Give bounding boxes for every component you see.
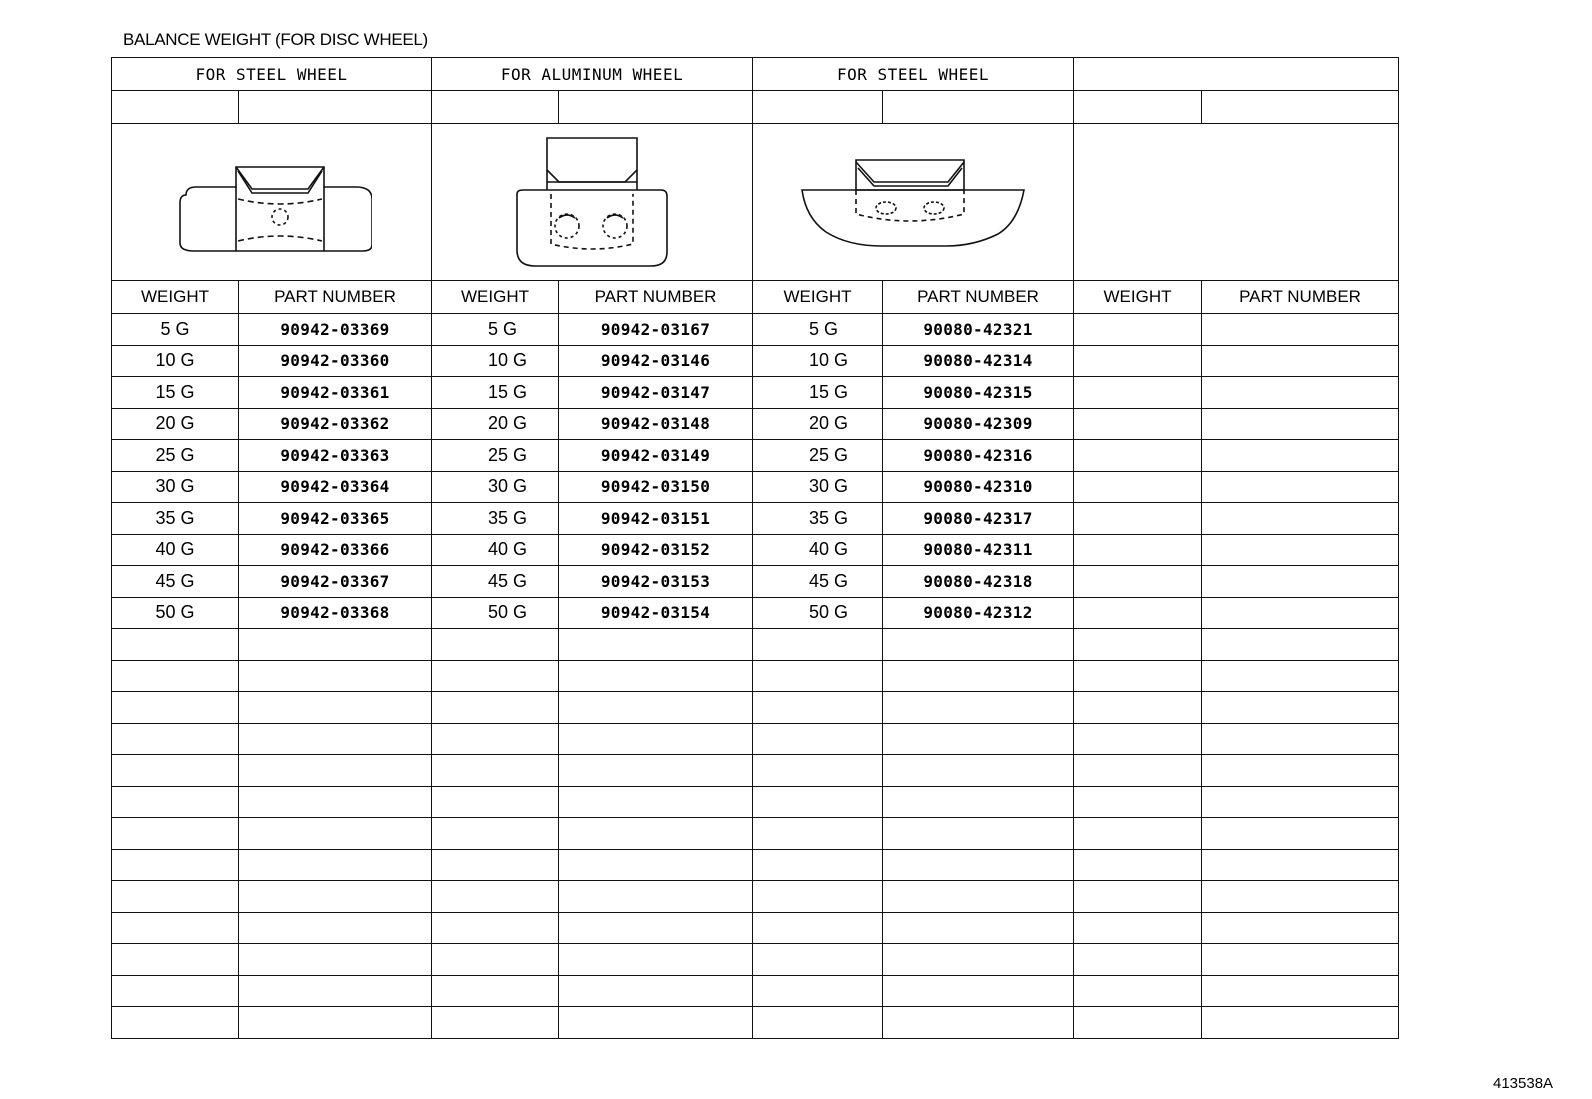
- weight-cell: [1074, 1007, 1202, 1039]
- part-number-cell: [1202, 723, 1399, 755]
- part-number-cell: [1202, 849, 1399, 881]
- sub-cell: [753, 91, 883, 124]
- weight-cell: [112, 723, 239, 755]
- weight-cell: [753, 944, 883, 976]
- part-number-cell: [559, 755, 753, 787]
- part-number-cell: [239, 723, 432, 755]
- weight-cell: [753, 912, 883, 944]
- weight-cell: 25 G: [753, 440, 883, 472]
- group-label-steel-2: FOR STEEL WHEEL: [753, 58, 1074, 91]
- weight-cell: 5 G: [112, 314, 239, 346]
- part-number-cell: [883, 692, 1074, 724]
- part-number-cell: [1202, 408, 1399, 440]
- weight-cell: 20 G: [112, 408, 239, 440]
- part-number-cell: [1202, 944, 1399, 976]
- part-number-cell: [559, 723, 753, 755]
- part-number-cell: 90080-42312: [883, 597, 1074, 629]
- group-label-steel-1: FOR STEEL WHEEL: [112, 58, 432, 91]
- weight-cell: [112, 818, 239, 850]
- table-row: [112, 723, 1399, 755]
- part-number-cell: 90942-03147: [559, 377, 753, 409]
- weight-cell: [112, 975, 239, 1007]
- sub-cell: [1074, 91, 1202, 124]
- part-number-cell: [239, 818, 432, 850]
- balance-weight-table: [111, 57, 1399, 1039]
- weight-cell: [753, 723, 883, 755]
- weight-cell: [432, 944, 559, 976]
- weight-cell: [432, 881, 559, 913]
- weight-header: WEIGHT: [112, 281, 239, 314]
- weight-cell: [432, 629, 559, 661]
- weight-cell: [753, 1007, 883, 1039]
- weight-cell: [753, 629, 883, 661]
- part-number-cell: [1202, 314, 1399, 346]
- part-number-cell: [1202, 975, 1399, 1007]
- part-number-cell: 90942-03149: [559, 440, 753, 472]
- weight-cell: 5 G: [432, 314, 559, 346]
- aluminum-adhesive-weight-illustration: [432, 124, 753, 281]
- weight-cell: [1074, 849, 1202, 881]
- part-number-cell: 90080-42311: [883, 534, 1074, 566]
- part-number-cell: [239, 975, 432, 1007]
- part-number-cell: [883, 755, 1074, 787]
- table-row: [112, 534, 1399, 566]
- part-number-cell: [1202, 1007, 1399, 1039]
- part-number-cell: [559, 881, 753, 913]
- part-number-cell: 90080-42314: [883, 345, 1074, 377]
- part-number-cell: [559, 912, 753, 944]
- part-number-cell: [1202, 818, 1399, 850]
- weight-cell: 5 G: [753, 314, 883, 346]
- table-row: [112, 314, 1399, 346]
- part-number-cell: [1202, 692, 1399, 724]
- table-row: [112, 471, 1399, 503]
- table-row: [112, 660, 1399, 692]
- part-number-cell: 90942-03363: [239, 440, 432, 472]
- sub-cell: [239, 91, 432, 124]
- weight-cell: [432, 692, 559, 724]
- weight-cell: [753, 975, 883, 1007]
- weight-cell: [432, 786, 559, 818]
- part-number-cell: 90080-42321: [883, 314, 1074, 346]
- weight-cell: 25 G: [112, 440, 239, 472]
- steel-clip-weight-2-illustration: [753, 124, 1074, 281]
- sub-header-row: [112, 91, 1399, 124]
- weight-cell: [112, 755, 239, 787]
- part-number-cell: [883, 786, 1074, 818]
- part-number-cell: [239, 881, 432, 913]
- part-number-cell: [1202, 660, 1399, 692]
- part-number-cell: [1202, 912, 1399, 944]
- weight-cell: [1074, 597, 1202, 629]
- table-row: [112, 566, 1399, 598]
- weight-cell: [1074, 408, 1202, 440]
- weight-cell: 15 G: [432, 377, 559, 409]
- weight-cell: [753, 881, 883, 913]
- part-number-cell: [559, 944, 753, 976]
- part-number-cell: [239, 1007, 432, 1039]
- part-number-cell: [1202, 786, 1399, 818]
- part-number-cell: 90080-42318: [883, 566, 1074, 598]
- weight-header: WEIGHT: [753, 281, 883, 314]
- table-row: [112, 440, 1399, 472]
- weight-cell: [1074, 440, 1202, 472]
- table-row: [112, 944, 1399, 976]
- part-number-cell: 90942-03361: [239, 377, 432, 409]
- weight-cell: 30 G: [432, 471, 559, 503]
- weight-cell: [753, 818, 883, 850]
- part-number-cell: 90942-03368: [239, 597, 432, 629]
- part-number-cell: 90080-42316: [883, 440, 1074, 472]
- part-number-cell: 90942-03167: [559, 314, 753, 346]
- weight-cell: [1074, 944, 1202, 976]
- part-number-cell: [1202, 881, 1399, 913]
- table-row: [112, 345, 1399, 377]
- part-number-cell: 90942-03151: [559, 503, 753, 535]
- weight-cell: 45 G: [753, 566, 883, 598]
- weight-cell: 10 G: [112, 345, 239, 377]
- part-number-cell: [239, 944, 432, 976]
- weight-cell: [1074, 503, 1202, 535]
- table-row: [112, 1007, 1399, 1039]
- part-number-cell: 90942-03146: [559, 345, 753, 377]
- weight-cell: 10 G: [753, 345, 883, 377]
- weight-cell: [1074, 975, 1202, 1007]
- part-number-cell: [1202, 471, 1399, 503]
- document-title: BALANCE WEIGHT (FOR DISC WHEEL): [123, 30, 428, 49]
- weight-cell: [1074, 534, 1202, 566]
- weight-cell: 45 G: [112, 566, 239, 598]
- part-number-cell: 90942-03153: [559, 566, 753, 598]
- weight-cell: 30 G: [112, 471, 239, 503]
- part-number-cell: [1202, 503, 1399, 535]
- part-number-cell: [559, 818, 753, 850]
- group-header-row: [112, 58, 1399, 91]
- part-number-cell: [1202, 345, 1399, 377]
- weight-cell: 10 G: [432, 345, 559, 377]
- part-number-header: PART NUMBER: [559, 281, 753, 314]
- table-row: [112, 377, 1399, 409]
- part-number-cell: [239, 786, 432, 818]
- weight-cell: [112, 1007, 239, 1039]
- weight-cell: 40 G: [112, 534, 239, 566]
- weight-cell: [1074, 912, 1202, 944]
- weight-cell: [753, 755, 883, 787]
- part-number-cell: [559, 849, 753, 881]
- steel-clip-weight-illustration: [112, 124, 432, 281]
- part-number-header: PART NUMBER: [1202, 281, 1399, 314]
- weight-cell: [432, 755, 559, 787]
- part-number-cell: 90942-03152: [559, 534, 753, 566]
- weight-cell: 15 G: [753, 377, 883, 409]
- sub-cell: [1202, 91, 1399, 124]
- drawing-code: 413538A: [1493, 1075, 1554, 1092]
- weight-cell: [432, 849, 559, 881]
- weight-cell: 35 G: [753, 503, 883, 535]
- part-number-cell: [883, 944, 1074, 976]
- part-number-cell: [559, 629, 753, 661]
- part-number-cell: [883, 818, 1074, 850]
- part-number-cell: [1202, 566, 1399, 598]
- weight-cell: 15 G: [112, 377, 239, 409]
- weight-cell: [1074, 818, 1202, 850]
- part-number-cell: [1202, 597, 1399, 629]
- part-number-cell: [559, 975, 753, 1007]
- weight-cell: [432, 1007, 559, 1039]
- weight-cell: [432, 912, 559, 944]
- weight-cell: 25 G: [432, 440, 559, 472]
- weight-cell: [112, 912, 239, 944]
- weight-cell: [1074, 723, 1202, 755]
- sub-cell: [432, 91, 559, 124]
- weight-cell: 35 G: [112, 503, 239, 535]
- weight-cell: [1074, 629, 1202, 661]
- part-number-cell: [883, 975, 1074, 1007]
- weight-cell: 35 G: [432, 503, 559, 535]
- weight-cell: 50 G: [112, 597, 239, 629]
- group-label-empty: [1074, 58, 1399, 91]
- weight-cell: [1074, 566, 1202, 598]
- table-row: [112, 629, 1399, 661]
- part-number-cell: [883, 723, 1074, 755]
- weight-cell: 20 G: [432, 408, 559, 440]
- part-number-cell: [883, 1007, 1074, 1039]
- part-number-header: PART NUMBER: [883, 281, 1074, 314]
- weight-cell: [1074, 881, 1202, 913]
- part-number-cell: 90942-03365: [239, 503, 432, 535]
- weight-cell: [112, 881, 239, 913]
- table-row: [112, 408, 1399, 440]
- table-row: [112, 503, 1399, 535]
- weight-cell: [432, 660, 559, 692]
- sub-cell: [559, 91, 753, 124]
- weight-cell: [1074, 377, 1202, 409]
- part-number-cell: 90942-03362: [239, 408, 432, 440]
- part-number-cell: [1202, 440, 1399, 472]
- sub-cell: [112, 91, 239, 124]
- part-number-cell: [883, 912, 1074, 944]
- table-body: [112, 314, 1399, 1039]
- weight-cell: [1074, 345, 1202, 377]
- part-number-cell: [239, 660, 432, 692]
- weight-cell: 50 G: [432, 597, 559, 629]
- table-row: [112, 692, 1399, 724]
- part-number-cell: [559, 660, 753, 692]
- part-number-cell: [559, 1007, 753, 1039]
- weight-cell: [112, 660, 239, 692]
- part-number-cell: [559, 786, 753, 818]
- weight-cell: [112, 692, 239, 724]
- weight-cell: 30 G: [753, 471, 883, 503]
- weight-cell: 40 G: [432, 534, 559, 566]
- weight-header: WEIGHT: [432, 281, 559, 314]
- table-row: [112, 975, 1399, 1007]
- weight-cell: [1074, 786, 1202, 818]
- table-row: [112, 755, 1399, 787]
- table-row: [112, 849, 1399, 881]
- part-number-cell: 90942-03360: [239, 345, 432, 377]
- table-row: [112, 881, 1399, 913]
- weight-cell: [432, 818, 559, 850]
- weight-cell: [1074, 755, 1202, 787]
- part-number-cell: 90942-03148: [559, 408, 753, 440]
- weight-cell: 45 G: [432, 566, 559, 598]
- weight-cell: [1074, 692, 1202, 724]
- part-number-cell: [1202, 629, 1399, 661]
- part-number-cell: 90080-42310: [883, 471, 1074, 503]
- weight-cell: [432, 723, 559, 755]
- weight-cell: [432, 975, 559, 1007]
- part-number-cell: 90942-03150: [559, 471, 753, 503]
- empty-illustration-cell: [1074, 124, 1399, 281]
- weight-cell: [112, 629, 239, 661]
- sub-cell: [883, 91, 1074, 124]
- part-number-cell: 90080-42317: [883, 503, 1074, 535]
- weight-cell: [112, 786, 239, 818]
- table-row: [112, 786, 1399, 818]
- weight-cell: [753, 692, 883, 724]
- weight-cell: [1074, 314, 1202, 346]
- part-number-cell: 90942-03366: [239, 534, 432, 566]
- illustration-row: [112, 124, 1399, 281]
- part-number-cell: [883, 660, 1074, 692]
- part-number-cell: [883, 849, 1074, 881]
- group-label-aluminum: FOR ALUMINUM WHEEL: [432, 58, 753, 91]
- weight-cell: [1074, 660, 1202, 692]
- weight-cell: [112, 944, 239, 976]
- part-number-header: PART NUMBER: [239, 281, 432, 314]
- part-number-cell: 90942-03364: [239, 471, 432, 503]
- part-number-cell: [239, 692, 432, 724]
- part-number-cell: 90942-03154: [559, 597, 753, 629]
- weight-cell: 50 G: [753, 597, 883, 629]
- part-number-cell: [883, 629, 1074, 661]
- part-number-cell: [1202, 534, 1399, 566]
- weight-cell: [1074, 471, 1202, 503]
- part-number-cell: 90942-03369: [239, 314, 432, 346]
- table-row: [112, 597, 1399, 629]
- part-number-cell: [239, 629, 432, 661]
- table-row: [112, 912, 1399, 944]
- weight-cell: 40 G: [753, 534, 883, 566]
- part-number-cell: [1202, 755, 1399, 787]
- part-number-cell: 90080-42309: [883, 408, 1074, 440]
- weight-cell: [753, 660, 883, 692]
- part-number-cell: [239, 849, 432, 881]
- weight-cell: [753, 849, 883, 881]
- weight-cell: [112, 849, 239, 881]
- column-header-row: [112, 281, 1399, 314]
- part-number-cell: [1202, 377, 1399, 409]
- part-number-cell: 90080-42315: [883, 377, 1074, 409]
- part-number-cell: [239, 912, 432, 944]
- table-row: [112, 818, 1399, 850]
- part-number-cell: [883, 881, 1074, 913]
- weight-header: WEIGHT: [1074, 281, 1202, 314]
- weight-cell: 20 G: [753, 408, 883, 440]
- part-number-cell: 90942-03367: [239, 566, 432, 598]
- weight-cell: [753, 786, 883, 818]
- part-number-cell: [239, 755, 432, 787]
- part-number-cell: [559, 692, 753, 724]
